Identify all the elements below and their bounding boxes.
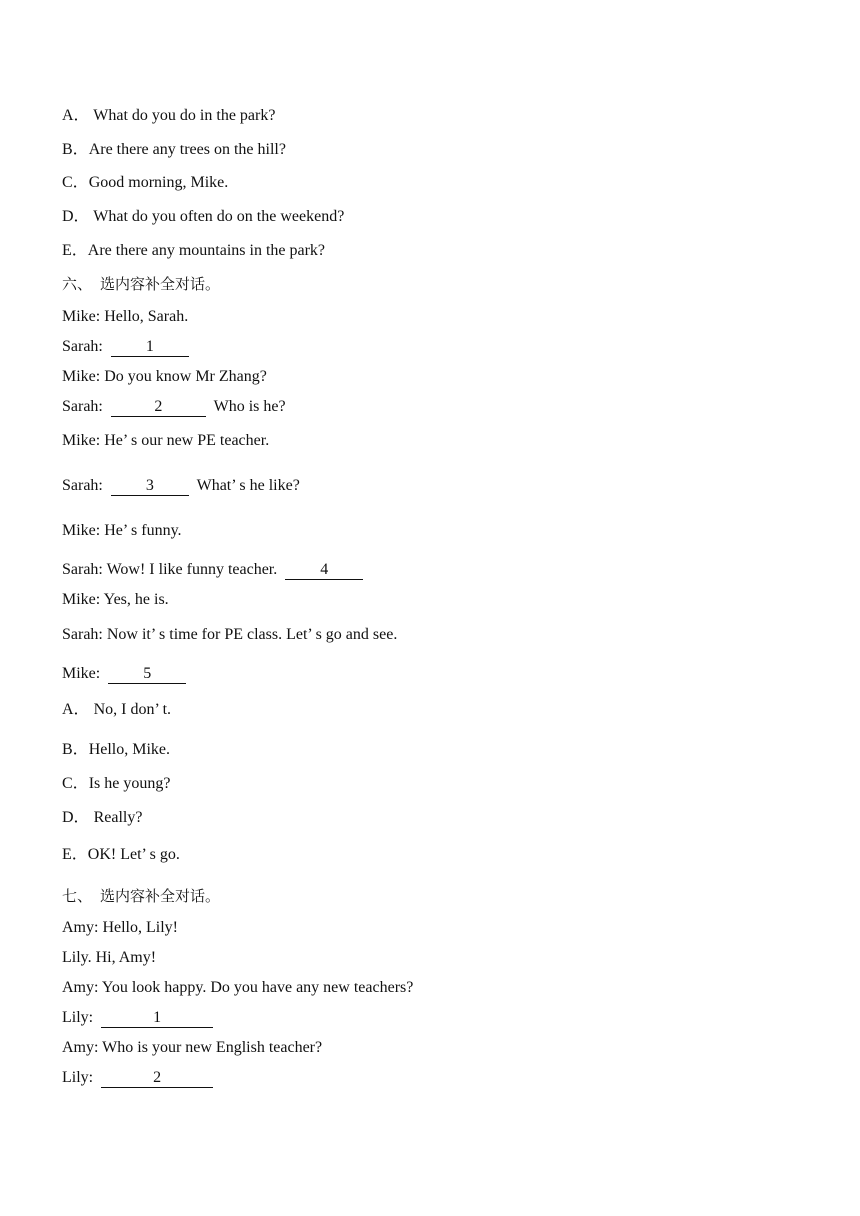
option-text: Hello, Mike. [88,741,171,758]
answer-blank[interactable]: 5 [108,665,186,684]
dialogue-line [62,397,286,417]
section-7-heading [62,886,220,906]
dialogue-line [62,1068,213,1088]
dialogue-line [62,521,182,541]
dialogue-line [62,367,267,387]
speaker: Mike: [62,591,101,608]
utterance: Yes, he is. [103,591,169,608]
option-text: What do you often do on the weekend? [93,208,345,225]
speaker: Sarah: [62,477,103,494]
option-text: Really? [93,809,143,826]
dialogue-line [62,590,169,610]
dialogue-line [62,476,300,496]
speaker: Amy: [62,1039,99,1056]
utterance: Hello, Lily! [102,919,178,936]
speaker: Sarah: [62,338,103,355]
option-a [62,106,275,126]
speaker: Mike: [62,522,101,539]
option-text: No, I don’ t. [93,701,172,718]
option-text: Are there any trees on the hill? [88,141,286,158]
speaker: Sarah: [62,626,103,643]
dialogue-line [62,431,269,451]
dialogue-line [62,307,188,327]
dialogue-line [62,1038,322,1058]
option-letter: E． [62,242,88,259]
option-letter: D． [62,809,90,826]
option-text: OK! Let’ s go. [87,846,180,863]
option-d [62,808,142,828]
option-letter: E． [62,846,88,863]
dialogue-line [62,560,363,580]
option-text: Good morning, Mike. [88,174,229,191]
utterance: Who is he? [213,398,286,415]
speaker: Sarah: [62,398,103,415]
option-d [62,207,344,227]
option-b [62,140,286,160]
option-text: Is he young? [88,775,171,792]
option-text: What do you do in the park? [93,107,276,124]
answer-blank[interactable]: 2 [101,1069,213,1088]
speaker: Mike: [62,368,101,385]
option-b [62,740,170,760]
section-title: 选内容补全对话。 [100,887,221,905]
utterance: What’ s he like? [196,477,300,494]
option-letter: A． [62,107,90,124]
utterance: Who is your new English teacher? [102,1039,323,1056]
dialogue-line [62,918,178,938]
section-number: 七、 [62,887,93,905]
section-number: 六、 [62,275,93,293]
utterance: He’ s our new PE teacher. [104,432,270,449]
utterance: Hi, Amy! [95,949,157,966]
option-a [62,700,171,720]
option-letter: B． [62,141,89,158]
option-letter: C． [62,174,89,191]
answer-blank[interactable]: 2 [111,398,206,417]
speaker: Mike: [62,665,101,682]
option-letter: B． [62,741,89,758]
speaker: Lily. [62,949,92,966]
option-c [62,173,228,193]
utterance: Do you know Mr Zhang? [104,368,267,385]
section-title: 选内容补全对话。 [100,275,221,293]
speaker: Mike: [62,432,101,449]
speaker: Amy: [62,979,99,996]
option-c [62,774,170,794]
utterance: Wow! I like funny teacher. [106,561,278,578]
dialogue-line [62,948,156,968]
dialogue-line [62,1008,213,1028]
answer-blank[interactable]: 4 [285,561,363,580]
dialogue-line [62,625,397,645]
option-e [62,845,180,865]
option-letter: C． [62,775,89,792]
dialogue-line [62,664,186,684]
dialogue-line [62,337,189,357]
utterance: Now it’ s time for PE class. Let’ s go and see. [106,626,398,643]
option-letter: D． [62,208,90,225]
option-e [62,241,325,261]
speaker: Amy: [62,919,99,936]
utterance: He’ s funny. [104,522,182,539]
utterance: Hello, Sarah. [104,308,189,325]
speaker: Lily: [62,1009,94,1026]
section-6-heading [62,274,220,294]
speaker: Sarah: [62,561,103,578]
utterance: You look happy. Do you have any new teachers? [101,979,414,996]
option-text: Are there any mountains in the park? [87,242,326,259]
speaker: Lily: [62,1069,94,1086]
speaker: Mike: [62,308,101,325]
answer-blank[interactable]: 1 [101,1009,213,1028]
answer-blank[interactable]: 1 [111,338,189,357]
option-letter: A． [62,701,90,718]
answer-blank[interactable]: 3 [111,477,189,496]
dialogue-line [62,978,413,998]
